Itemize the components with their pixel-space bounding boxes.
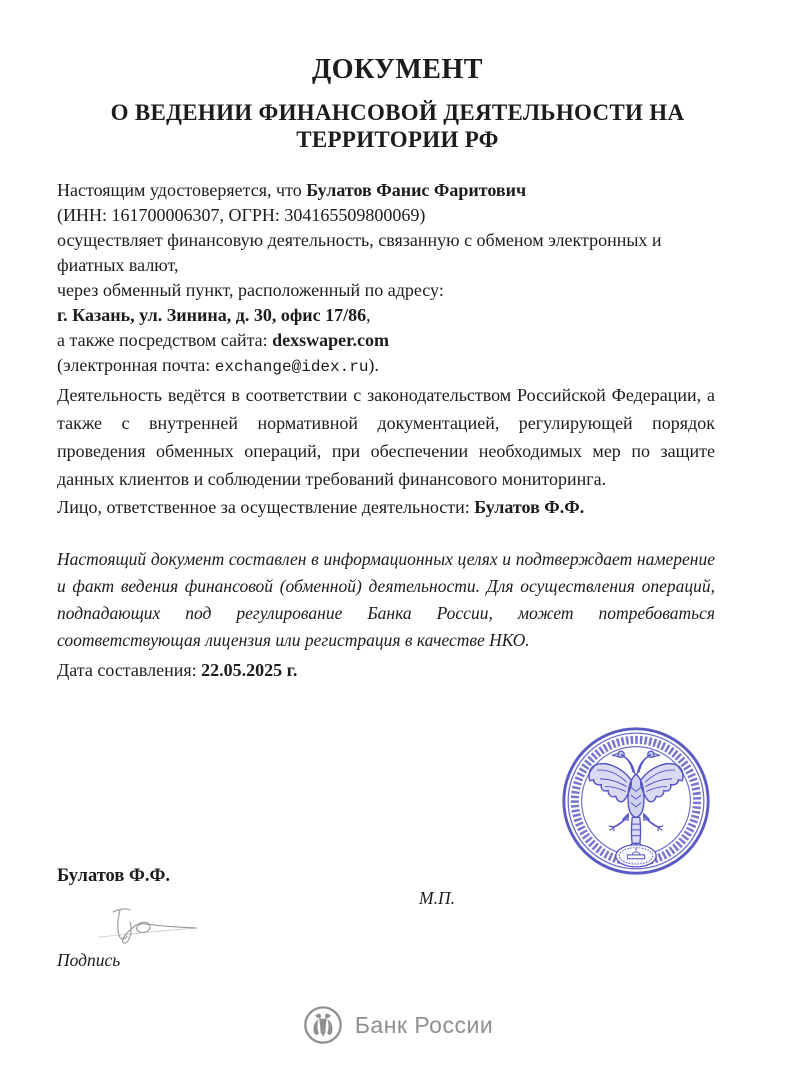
text-segment: (ИНН: 161700006307, ОГРН: 304165509800069) bbox=[57, 205, 426, 225]
text-segment: exchange@idex.ru bbox=[214, 358, 369, 376]
responsible-person-line bbox=[57, 495, 717, 520]
text-segment: , bbox=[366, 305, 371, 325]
text-line bbox=[57, 278, 717, 303]
intro-paragraph bbox=[57, 178, 717, 380]
text-segment: Булатов Фанис Фаритович bbox=[306, 180, 527, 200]
date-line bbox=[57, 658, 717, 683]
text-segment: Дата составления: bbox=[57, 660, 202, 680]
text-segment: ). bbox=[368, 355, 379, 375]
compliance-paragraph: Деятельность ведётся в соответствии с законодательством Российской Федерации, а также с внутренней нормативной документацией, регулирующей порядок проведения обменных операций, при обеспечении необходимых мер по защите данных клиентов и соблюдении требований финансового мониторинга. bbox=[57, 385, 715, 489]
text-segment: через обменный пункт, расположенный по адресу: bbox=[57, 280, 444, 300]
document-header bbox=[0, 54, 795, 153]
bank-of-russia-logo bbox=[302, 1004, 344, 1046]
text-line bbox=[57, 353, 717, 380]
text-line bbox=[57, 328, 717, 353]
text-line bbox=[57, 203, 717, 228]
signatory-name: Булатов Ф.Ф. bbox=[57, 866, 170, 886]
text-segment: Настоящим удостоверяется, что bbox=[57, 180, 307, 200]
stamp-bottom-emblem bbox=[616, 845, 656, 867]
document-title: ДОКУМЕНТ bbox=[312, 54, 483, 85]
text-segment: г. Казань, ул. Зинина, д. 30, офис 17/86 bbox=[57, 305, 367, 325]
stamp-eagle bbox=[589, 751, 683, 850]
text-line bbox=[57, 303, 717, 328]
text-segment: 22.05.2025 г. bbox=[201, 660, 298, 680]
stamp-seal bbox=[559, 724, 713, 878]
text-segment: а также посредством сайта: bbox=[57, 330, 273, 350]
stamp-place-label: М.П. bbox=[419, 888, 455, 908]
text-segment: Лицо, ответственное за осуществление деятельности: bbox=[57, 497, 475, 517]
bank-label: Банк России bbox=[354, 1011, 494, 1038]
handwritten-signature bbox=[93, 900, 203, 946]
document-subtitle: О ВЕДЕНИИ ФИНАНСОВОЙ ДЕЯТЕЛЬНОСТИ НА ТЕРРИТОРИИ РФ bbox=[110, 100, 685, 153]
signature-caption: Подпись bbox=[57, 950, 121, 970]
text-segment: (электронная почта: bbox=[57, 355, 215, 375]
text-segment: Булатов Ф.Ф. bbox=[474, 497, 585, 517]
text-line bbox=[57, 228, 717, 278]
disclaimer-paragraph: Настоящий документ составлен в информационных целях и подтверждает намерение и факт ведения финансовой (обменной) деятельности. Для осуществления операций, подпадающих под регулирование Банка России, может потребоваться соответствующая лицензия или регистрация в качестве НКО. bbox=[57, 549, 715, 650]
bank-logo-eagle bbox=[313, 1014, 332, 1037]
text-segment: dexswaper.com bbox=[272, 330, 389, 350]
text-line bbox=[57, 178, 717, 203]
bank-of-russia-footer bbox=[0, 1004, 795, 1046]
text-segment: осуществляет финансовую деятельность, связанную с обменом электронных и фиатных валют, bbox=[57, 230, 662, 275]
